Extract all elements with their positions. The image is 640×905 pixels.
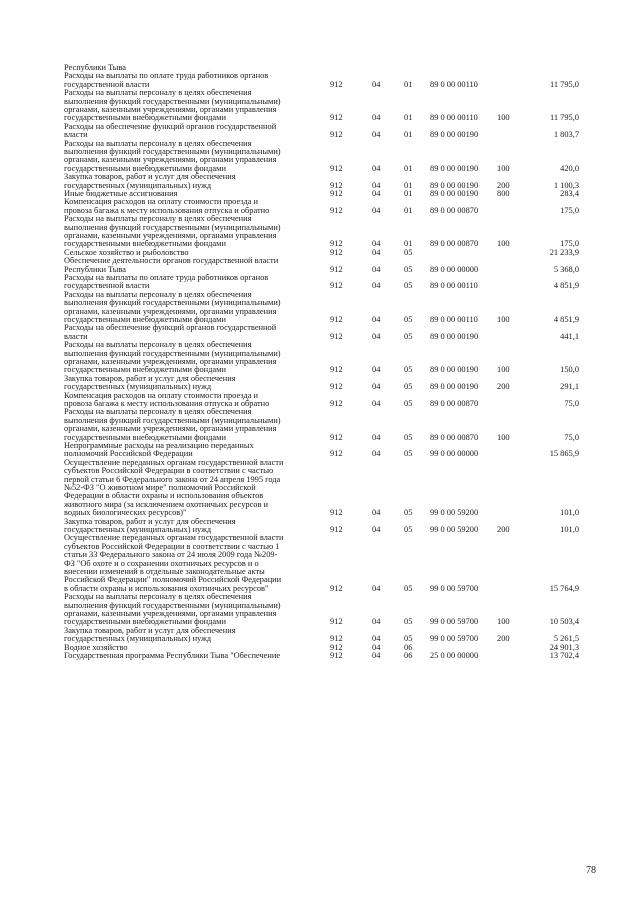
ministry-code: 912: [330, 331, 343, 341]
ministry-code: 912: [330, 281, 343, 291]
description-line: Республики Тыва: [64, 264, 126, 274]
ministry-code: 912: [330, 642, 343, 652]
expense-type-code: 100: [497, 314, 510, 324]
ministry-code: 912: [330, 247, 343, 257]
section-code: 04: [372, 642, 381, 652]
section-code: 04: [372, 398, 381, 408]
description-line: Сельское хозяйство и рыболовство: [64, 247, 189, 257]
section-code: 04: [372, 281, 381, 291]
subsection-code: 05: [404, 264, 413, 274]
description-line: государственных (муниципальных) нужд: [64, 180, 212, 190]
description-line: выполнения функций государственными (муниципальными): [64, 415, 281, 425]
ministry-code: 912: [330, 189, 343, 198]
description-line: Федерации в области охраны и использования объектов: [64, 491, 264, 501]
amount: 441,1: [560, 331, 579, 341]
description-line: Непрограммные расходы на реализацию переданных: [64, 441, 254, 450]
description-line: Расходы на выплаты персоналу в целях обеспечения: [64, 340, 252, 350]
row-description: [64, 291, 326, 325]
section-code: 04: [372, 264, 381, 274]
description-line: субъектов Российской Федерации в соответствии с частью 1: [64, 541, 280, 551]
target-article-code: 99 0 00 00000: [430, 449, 479, 459]
subsection-code: 01: [404, 113, 413, 123]
subsection-code: 05: [404, 365, 413, 375]
description-line: Закупка товаров, работ и услуг для обеспечения: [64, 516, 236, 526]
amount: 11 795,0: [549, 79, 579, 89]
target-article-code: 89 0 00 00870: [430, 432, 479, 442]
amount: 5 368,0: [553, 264, 579, 274]
description-line: Российской Федерации" полномочий Российской Федерации: [64, 575, 282, 585]
row-description: [64, 392, 326, 409]
description-line: провоза багажа к месту использования отпуска и обратно: [64, 205, 270, 215]
description-line: Обеспечение деятельности органов государственной власти: [64, 256, 279, 266]
subsection-code: 06: [404, 651, 413, 660]
description-line: органами, казенными учреждениями, органами управления: [64, 306, 277, 316]
row-description: [64, 459, 326, 518]
target-article-code: 99 0 00 59200: [430, 524, 479, 534]
amount: 15 865,9: [549, 449, 579, 459]
description-line: в области охраны и использования охотничьих ресурсов": [64, 583, 269, 593]
subsection-code: 01: [404, 189, 413, 198]
target-article-code: 89 0 00 00870: [430, 239, 479, 249]
ministry-code: 912: [330, 79, 343, 89]
section-code: 04: [372, 634, 381, 644]
target-article-code: 89 0 00 00110: [430, 314, 478, 324]
amount: 5 261,5: [553, 634, 579, 644]
row-description: [64, 518, 326, 535]
subsection-code: 01: [404, 79, 413, 89]
description-line: ФЗ "Об охоте и о сохранении охотничьих ресурсов и о: [64, 558, 259, 568]
description-line: полномочий Российской Федерации: [64, 449, 193, 459]
section-code: 04: [372, 524, 381, 534]
description-line: выполнения функций государственными (муниципальными): [64, 600, 281, 610]
description-line: провоза багажа к месту использования отпуска и обратно: [64, 399, 270, 408]
description-line: государственных (муниципальных) нужд: [64, 382, 212, 392]
section-code: 04: [372, 239, 381, 249]
row-description: [64, 173, 326, 190]
description-line: государственными внебюджетными фондами: [64, 163, 226, 173]
ministry-code: 912: [330, 398, 343, 408]
section-code: 04: [372, 449, 381, 459]
row-description: [64, 198, 326, 215]
amount: 13 702,4: [549, 651, 579, 660]
target-article-code: 89 0 00 00190: [430, 382, 479, 392]
amount: 150,0: [560, 365, 579, 375]
section-code: 04: [372, 79, 381, 89]
description-line: Расходы на выплаты персоналу в целях обеспечения: [64, 592, 252, 602]
description-line: Осуществление переданных органам государственной власти: [64, 533, 284, 543]
target-article-code: 99 0 00 59200: [430, 508, 479, 518]
description-line: Водное хозяйство: [64, 642, 128, 652]
row-description: [64, 274, 326, 291]
description-line: Иные бюджетные ассигнования: [64, 189, 178, 198]
description-line: выполнения функций государственными (муниципальными): [64, 147, 281, 156]
ministry-code: 912: [330, 130, 343, 140]
description-line: Расходы на выплаты персоналу в целях обеспечения: [64, 88, 252, 98]
target-article-code: 99 0 00 59700: [430, 583, 479, 593]
target-article-code: 89 0 00 00110: [430, 113, 478, 123]
row-description: [64, 257, 326, 274]
description-line: Расходы на выплаты персоналу в целях обеспечения: [64, 214, 252, 224]
section-code: 04: [372, 113, 381, 123]
target-article-code: 25 0 00 00000: [430, 651, 479, 660]
row-description: [64, 140, 326, 174]
description-line: Государственная программа Республики Тыва "Обеспечение: [64, 651, 281, 660]
target-article-code: 89 0 00 00870: [430, 205, 479, 215]
description-line: государственной власти: [64, 281, 150, 291]
expense-type-code: 100: [497, 239, 510, 249]
amount: 11 795,0: [549, 113, 579, 123]
section-code: 04: [372, 189, 381, 198]
description-line: первой статьи 6 Федерального закона от 24 апреля 1995 года: [64, 474, 281, 484]
expense-type-code: 100: [497, 617, 510, 627]
target-article-code: 89 0 00 00190: [430, 189, 479, 198]
description-line: государственной власти: [64, 79, 150, 89]
amount: 291,1: [560, 382, 579, 392]
description-line: государственными внебюджетными фондами: [64, 432, 226, 442]
subsection-code: 01: [404, 130, 413, 140]
amount: 175,0: [560, 239, 579, 249]
amount: 15 764,9: [549, 583, 579, 593]
section-code: 04: [372, 331, 381, 341]
description-line: Расходы на выплаты по оплате труда работников органов: [64, 71, 269, 81]
amount: 101,0: [560, 508, 579, 518]
section-code: 04: [372, 382, 381, 392]
row-description: [64, 375, 326, 392]
ministry-code: 912: [330, 113, 343, 123]
expense-type-code: 100: [497, 365, 510, 375]
amount: 420,0: [560, 163, 579, 173]
description-line: Расходы на выплаты персоналу в целях обеспечения: [64, 407, 252, 417]
ministry-code: 912: [330, 583, 343, 593]
description-line: органами, казенными учреждениями, органами управления: [64, 424, 277, 434]
section-code: 04: [372, 130, 381, 140]
expense-type-code: 200: [497, 180, 510, 190]
ministry-code: 912: [330, 382, 343, 392]
description-line: государственными внебюджетными фондами: [64, 365, 226, 375]
expense-type-code: 100: [497, 163, 510, 173]
description-line: Закупка товаров, работ и услуг для обеспечения: [64, 172, 236, 182]
target-article-code: 89 0 00 00000: [430, 264, 479, 274]
expense-type-code: 800: [497, 189, 510, 198]
amount: 4 851,9: [553, 314, 579, 324]
description-line: власти: [64, 130, 88, 140]
target-article-code: 89 0 00 00190: [430, 331, 479, 341]
amount: 21 233,9: [549, 247, 579, 257]
amount: 101,0: [560, 524, 579, 534]
amount: 24 901,3: [549, 642, 579, 652]
amount: 75,0: [564, 398, 579, 408]
row-description: [64, 123, 326, 140]
subsection-code: 01: [404, 239, 413, 249]
subsection-code: 05: [404, 331, 413, 341]
description-line: Осуществление переданных органам государственной власти: [64, 457, 284, 467]
row-description: [64, 593, 326, 627]
subsection-code: 05: [404, 449, 413, 459]
description-line: выполнения функций государственными (муниципальными): [64, 222, 281, 232]
description-line: Закупка товаров, работ и услуг для обеспечения: [64, 373, 236, 383]
section-code: 04: [372, 180, 381, 190]
amount: 283,4: [560, 189, 579, 198]
ministry-code: 912: [330, 617, 343, 627]
description-line: №52-ФЗ "О животном мире" полномочий Российской: [64, 483, 256, 493]
subsection-code: 05: [404, 634, 413, 644]
expense-type-code: 200: [497, 524, 510, 534]
amount: 175,0: [560, 205, 579, 215]
ministry-code: 912: [330, 508, 343, 518]
target-article-code: 99 0 00 59700: [430, 634, 479, 644]
ministry-code: 912: [330, 205, 343, 215]
description-line: органами, казенными учреждениями, органами управления: [64, 609, 277, 618]
description-line: Расходы на выплаты персоналу в целях обеспечения: [64, 138, 252, 148]
amount: 1 100,3: [553, 180, 579, 190]
section-code: 04: [372, 365, 381, 375]
description-line: водных биологических ресурсов)": [64, 508, 187, 518]
row-description: [64, 324, 326, 341]
section-code: 04: [372, 651, 381, 660]
subsection-code: 05: [404, 508, 413, 518]
description-line: Компенсация расходов на оплату стоимости проезда и: [64, 197, 258, 207]
description-line: государственными внебюджетными фондами: [64, 315, 226, 325]
target-article-code: 89 0 00 00110: [430, 79, 478, 89]
expense-type-code: 100: [497, 113, 510, 123]
page-number: 78: [586, 865, 596, 876]
description-line: выполнения функций государственными (муниципальными): [64, 96, 281, 106]
section-code: 04: [372, 432, 381, 442]
description-line: Компенсация расходов на оплату стоимости проезда и: [64, 390, 258, 400]
description-line: государственных (муниципальных) нужд: [64, 634, 212, 644]
target-article-code: 99 0 00 59700: [430, 617, 479, 627]
subsection-code: 05: [404, 617, 413, 627]
row-description: [64, 215, 326, 249]
subsection-code: 01: [404, 163, 413, 173]
subsection-code: 05: [404, 583, 413, 593]
subsection-code: 05: [404, 382, 413, 392]
description-line: животного мира (за исключением охотничьих ресурсов и: [64, 499, 269, 509]
description-line: Расходы на выплаты персоналу в целях обеспечения: [64, 289, 252, 299]
description-line: власти: [64, 331, 88, 341]
section-code: 04: [372, 617, 381, 627]
ministry-code: 912: [330, 264, 343, 274]
description-line: внесении изменений в отдельные законодательные акты: [64, 567, 265, 577]
ministry-code: 912: [330, 163, 343, 173]
description-line: Расходы на обеспечение функций органов государственной: [64, 121, 277, 131]
description-line: государственными внебюджетными фондами: [64, 239, 226, 249]
target-article-code: 89 0 00 00190: [430, 130, 479, 140]
ministry-code: 912: [330, 524, 343, 534]
description-line: органами, казенными учреждениями, органами управления: [64, 231, 277, 240]
amount: 4 851,9: [553, 281, 579, 291]
description-line: субъектов Российской Федерации в соответствии с частью: [64, 466, 274, 476]
expense-type-code: 100: [497, 432, 510, 442]
section-code: 04: [372, 163, 381, 173]
description-line: органами, казенными учреждениями, органами управления: [64, 155, 277, 165]
ministry-code: 912: [330, 365, 343, 375]
section-code: 04: [372, 314, 381, 324]
target-article-code: 89 0 00 00190: [430, 365, 479, 375]
description-line: государственных (муниципальных) нужд: [64, 525, 212, 534]
subsection-code: 05: [404, 524, 413, 534]
subsection-code: 05: [404, 398, 413, 408]
ministry-code: 912: [330, 449, 343, 459]
description-line: органами, казенными учреждениями, органами управления: [64, 357, 277, 366]
row-description: [64, 72, 326, 89]
subsection-code: 01: [404, 205, 413, 215]
description-line: государственными внебюджетными фондами: [64, 113, 226, 123]
subsection-code: 05: [404, 432, 413, 442]
subsection-code: 05: [404, 314, 413, 324]
subsection-code: 01: [404, 180, 413, 190]
target-article-code: 89 0 00 00190: [430, 180, 479, 190]
description-line: Республики Тыва: [64, 63, 126, 72]
ministry-code: 912: [330, 314, 343, 324]
description-line: выполнения функций государственными (муниципальными): [64, 348, 281, 358]
ministry-code: 912: [330, 180, 343, 190]
row-description: [64, 627, 326, 644]
subsection-code: 05: [404, 247, 413, 257]
expense-type-code: 200: [497, 634, 510, 644]
ministry-code: 912: [330, 432, 343, 442]
description-line: статьи 33 Федерального закона от 24 июля 2009 года №209-: [64, 550, 278, 560]
target-article-code: 89 0 00 00110: [430, 281, 478, 291]
row-description: [64, 408, 326, 442]
section-code: 04: [372, 583, 381, 593]
section-code: 04: [372, 247, 381, 257]
row-description: [64, 534, 326, 593]
ministry-code: 912: [330, 239, 343, 249]
ministry-code: 912: [330, 651, 343, 660]
description-line: органами, казенными учреждениями, органами управления: [64, 105, 277, 114]
section-code: 04: [372, 205, 381, 215]
description-line: государственными внебюджетными фондами: [64, 617, 226, 627]
description-line: Закупка товаров, работ и услуг для обеспечения: [64, 625, 236, 635]
description-line: Расходы на выплаты по оплате труда работников органов: [64, 273, 269, 282]
row-description: [64, 341, 326, 375]
row-description: [64, 89, 326, 123]
target-article-code: 89 0 00 00870: [430, 398, 479, 408]
section-code: 04: [372, 508, 381, 518]
description-line: Расходы на обеспечение функций органов государственной: [64, 323, 277, 333]
row-description: [64, 442, 326, 459]
subsection-code: 05: [404, 281, 413, 291]
ministry-code: 912: [330, 634, 343, 644]
subsection-code: 06: [404, 642, 413, 652]
target-article-code: 89 0 00 00190: [430, 163, 479, 173]
amount: 1 803,7: [553, 130, 579, 140]
row-description: [64, 652, 326, 660]
amount: 75,0: [564, 432, 579, 442]
expense-type-code: 200: [497, 382, 510, 392]
amount: 10 503,4: [549, 617, 579, 627]
description-line: выполнения функций государственными (муниципальными): [64, 298, 281, 308]
